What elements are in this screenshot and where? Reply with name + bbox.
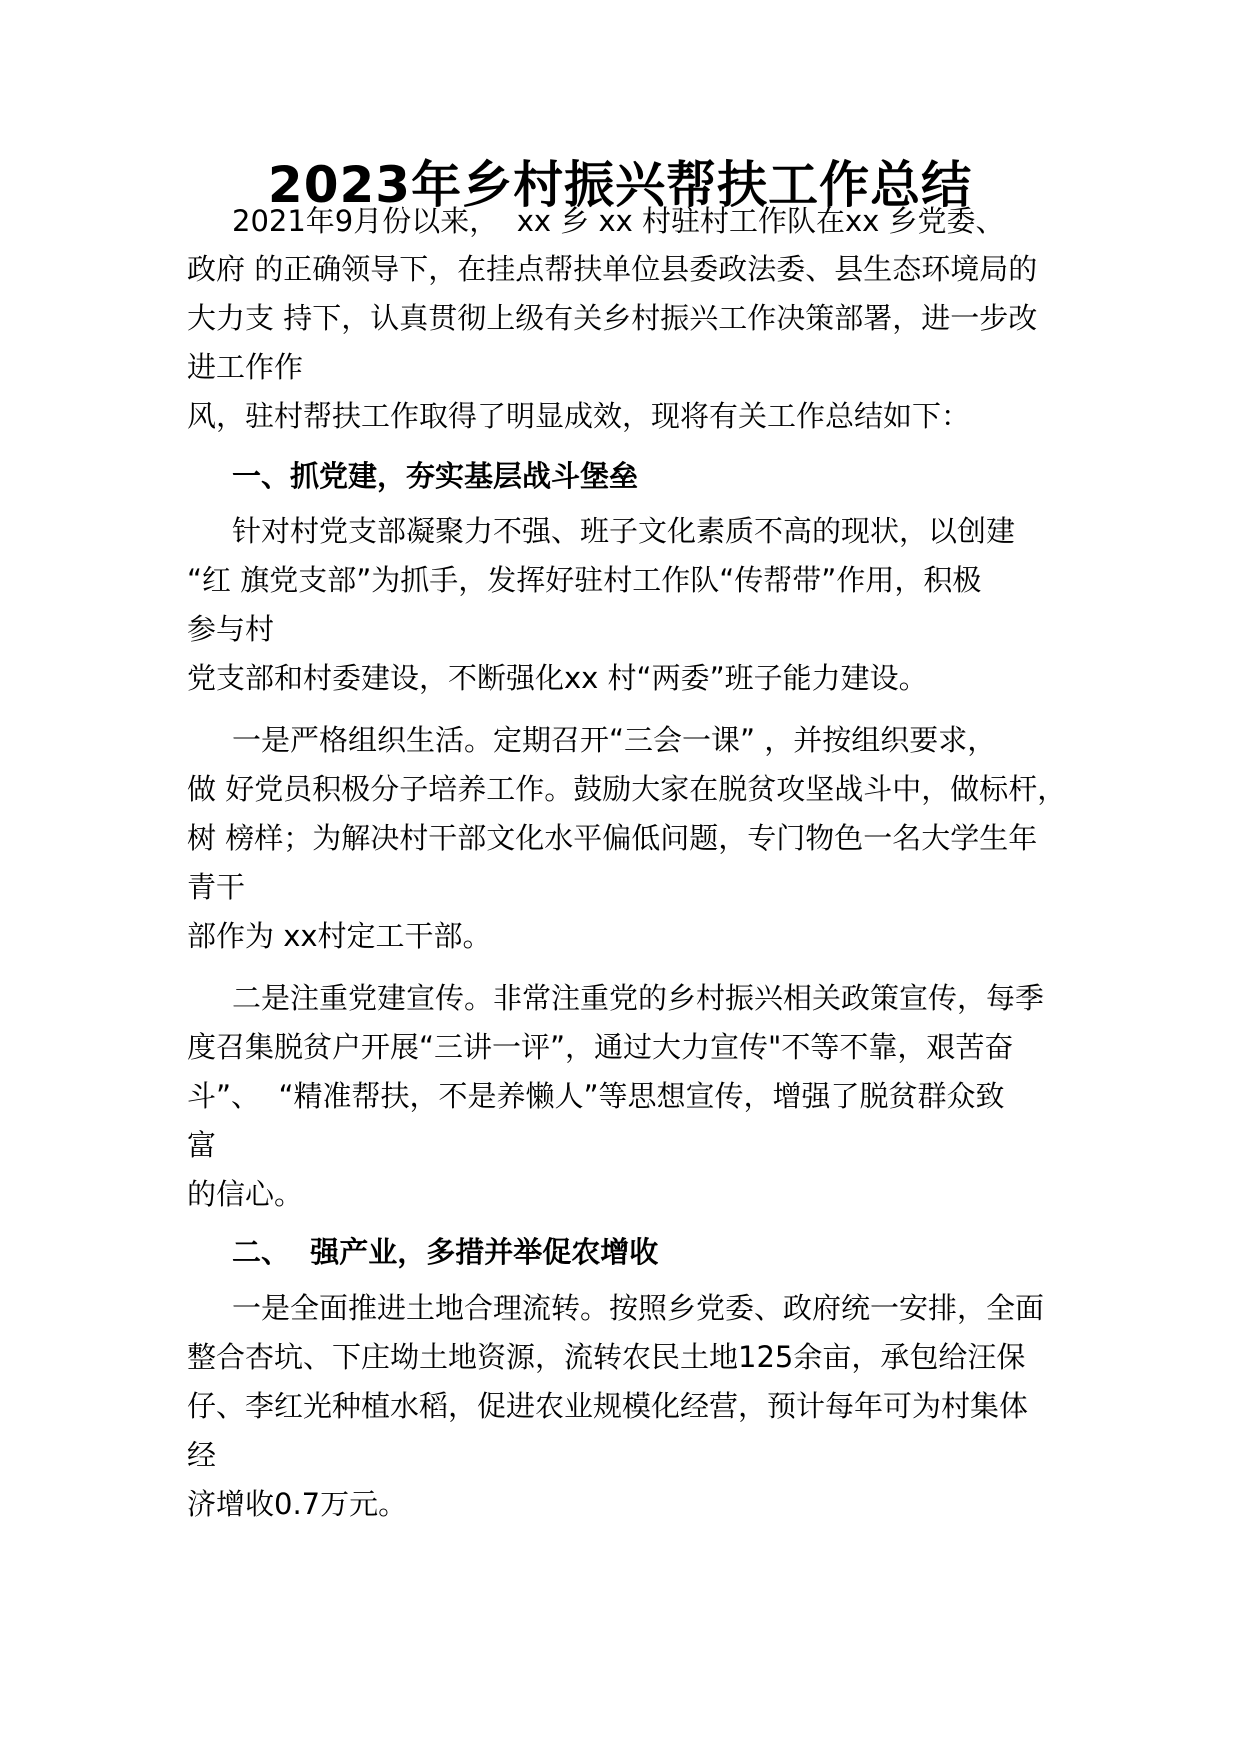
- paragraph-line: 青干: [187, 870, 246, 904]
- section-heading: 一、抓党建，夯实基层战斗堡垒: [232, 459, 639, 493]
- paragraph-line: 经: [187, 1438, 217, 1472]
- paragraph-line: 进工作作: [187, 350, 304, 384]
- paragraph-line: 参与村: [187, 612, 275, 646]
- section-heading: 二、 强产业，多措并举促农增收: [232, 1235, 659, 1269]
- paragraph-line: 济增收0.7万元。: [187, 1487, 408, 1521]
- paragraph-line: 一是全面推进土地合理流转。按照乡党委、政府统一安排，全面: [232, 1291, 1045, 1325]
- paragraph-line: 做 好党员积极分子培养工作。鼓励大家在脱贫攻坚战斗中，做标杆，: [187, 772, 1067, 806]
- paragraph-line: 党支部和村委建设，不断强化xx 村“两委”班子能力建设。: [187, 661, 928, 695]
- paragraph-line: 二是注重党建宣传。非常注重党的乡村振兴相关政策宣传，每季: [232, 981, 1045, 1015]
- document-title: 2023年乡村振兴帮扶工作总结: [267, 156, 973, 214]
- paragraph-line: 度召集脱贫户开展“三讲一评”，通过大力宣传"不等不靠，艰苦奋: [187, 1030, 1014, 1064]
- paragraph-line: “红 旗党支部”为抓手，发挥好驻村工作队“传帮带”作用，积极: [187, 563, 982, 597]
- paragraph-line: 斗”、 “精准帮扶，不是养懒人”等思想宣传，增强了脱贫群众致: [187, 1079, 1005, 1113]
- paragraph-line: 的信心。: [187, 1177, 304, 1211]
- paragraph-line: 政府 的正确领导下，在挂点帮扶单位县委政法委、县生态环境局的: [187, 252, 1038, 286]
- paragraph-line: 一是严格组织生活。定期召开“三会一课” ，并按组织要求，: [232, 723, 997, 757]
- paragraph-line: 2021年9月份以来， xx 乡 xx 村驻村工作队在xx 乡党委、: [232, 204, 1005, 238]
- paragraph-line: 大力支 持下，认真贯彻上级有关乡村振兴工作决策部署，进一步改: [187, 301, 1038, 335]
- paragraph-line: 富: [187, 1128, 217, 1162]
- paragraph-line: 针对村党支部凝聚力不强、班子文化素质不高的现状，以创建: [232, 514, 1016, 548]
- paragraph-line: 仔、李红光种植水稻，促进农业规模化经营，预计每年可为村集体: [187, 1389, 1029, 1423]
- paragraph-line: 部作为 xx村定工干部。: [187, 919, 492, 953]
- paragraph-line: 树 榜样；为解决村干部文化水平偏低问题，专门物色一名大学生年: [187, 821, 1038, 855]
- paragraph-line: 风，驻村帮扶工作取得了明显成效，现将有关工作总结如下：: [187, 399, 971, 433]
- paragraph-line: 整合杏坑、下庄坳土地资源，流转农民土地125余亩，承包给汪保: [187, 1340, 1026, 1374]
